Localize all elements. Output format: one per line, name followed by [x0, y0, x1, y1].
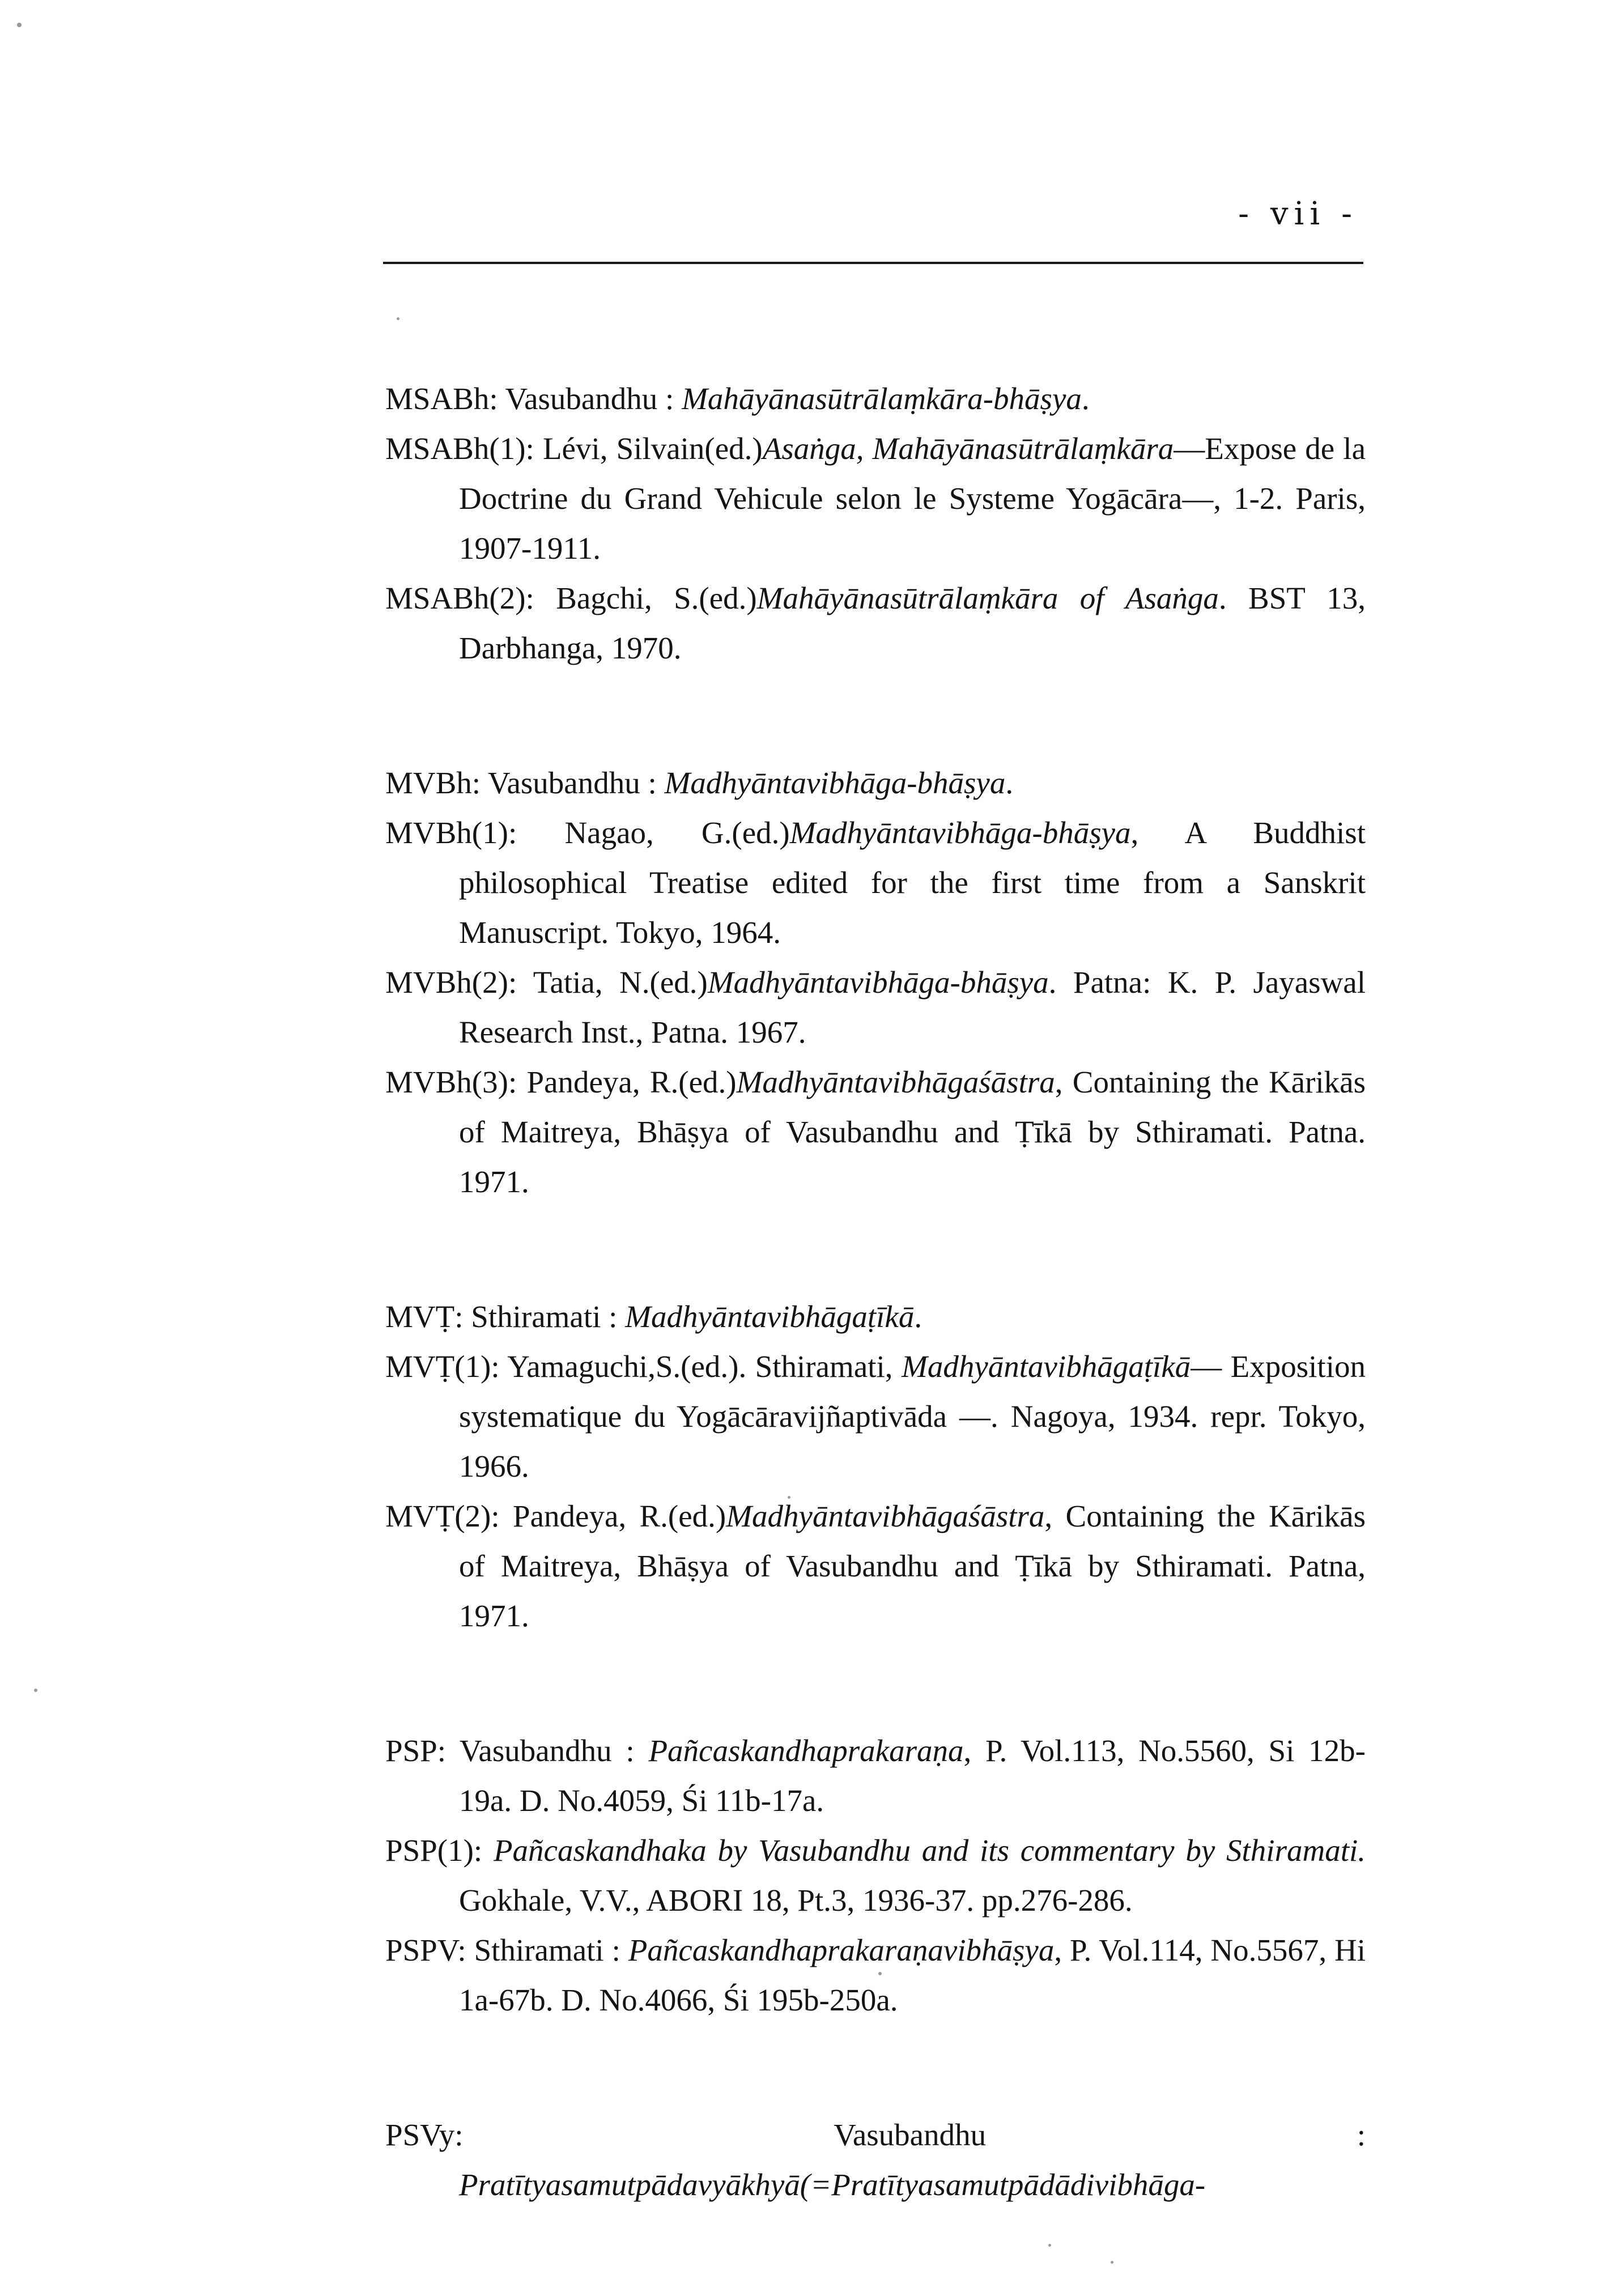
page-number: - vii -: [1238, 195, 1358, 232]
group-msabh: [385, 374, 1366, 673]
entry-text: Sthiramati :: [471, 1299, 626, 1334]
bibliography-entry: [385, 1491, 1366, 1641]
entry-abbreviation: PSVy:: [385, 2118, 464, 2152]
entry-title: Asaṅga, Mahāyānasūtrālaṃkāra: [762, 431, 1174, 466]
entry-details: .: [914, 1299, 922, 1334]
entry-abbreviation: MSABh:: [385, 381, 498, 416]
bibliography-list: [385, 374, 1366, 2295]
entry-abbreviation: MVṬ:: [385, 1299, 464, 1334]
entry-title: Pañcaskandhaprakaraṇavibhāṣya: [628, 1933, 1055, 1967]
entry-text: Pandeya, R.(ed.): [513, 1499, 726, 1533]
bibliography-entry: [385, 808, 1366, 958]
bibliography-entry: [385, 573, 1366, 673]
bibliography-entry: [385, 758, 1366, 808]
entry-details: Gokhale, V.V., ABORI 18, Pt.3, 1936-37. pp.276-286.: [459, 1883, 1133, 1917]
entry-title: Madhyāntavibhāga-bhāṣya: [789, 815, 1131, 850]
entry-title: Pratītyasamutpādavyākhyā(=Pratītyasamutpādādivibhāga-: [459, 2167, 1206, 2202]
entry-text: Lévi, Silvain(ed.): [542, 431, 763, 466]
bibliography-entry: [385, 374, 1366, 424]
entry-details: .: [1005, 766, 1014, 800]
scan-speck: [1111, 2261, 1113, 2264]
entry-details: , P. Vol.114, No.5567, Hi 1a-67b. D. No.4066, Śi 195b-250a.: [459, 1933, 1366, 2017]
group-mvt: [385, 1292, 1366, 1641]
entry-details: —Expose de la Doctrine du Grand Vehicule selon le Systeme Yogācāra—, 1-2. Paris, 1907-1911.: [459, 431, 1366, 566]
entry-title: Pañcaskandhaka by Vasubandhu and its commentary by Sthiramati.: [493, 1833, 1366, 1868]
entry-text: Vasubandhu :: [505, 381, 682, 416]
entry-abbreviation: MVBh:: [385, 766, 481, 800]
entry-text: Vasubandhu :: [834, 2118, 1366, 2152]
entry-abbreviation: MVṬ(1):: [385, 1349, 500, 1384]
entry-text: Vasubandhu :: [487, 766, 665, 800]
entry-details: , A Buddhist philosophical Treatise edited for the first time from a Sanskrit Manuscript. Tokyo, 1964.: [459, 815, 1366, 950]
entry-details: , Containing the Kārikās of Maitreya, Bhāṣya of Vasubandhu and Ṭīkā by Sthiramati. Patna. 1971.: [459, 1065, 1366, 1199]
entry-text: Tatia, N.(ed.): [533, 965, 708, 1000]
entry-title: Madhyāntavibhāgaśāstra: [736, 1065, 1055, 1099]
entry-abbreviation: MVṬ(2):: [385, 1499, 500, 1533]
entry-title: Madhyāntavibhāgaśāstra: [726, 1499, 1045, 1533]
entry-abbreviation: PSP(1):: [385, 1833, 483, 1868]
scan-speck: [17, 23, 22, 27]
bibliography-entry: [385, 1726, 1366, 1826]
entry-text: Sthiramati :: [474, 1933, 628, 1967]
scan-speck: [397, 317, 399, 320]
entry-text: Nagao, G.(ed.): [564, 815, 790, 850]
bibliography-entry: [385, 958, 1366, 1057]
entry-text: Pandeya, R.(ed.): [526, 1065, 737, 1099]
entry-details: .: [1081, 381, 1090, 416]
entry-abbreviation: MSABh(1):: [385, 431, 534, 466]
bibliography-entry: [385, 1342, 1366, 1491]
group-psp: [385, 1726, 1366, 2025]
entry-title: Pañcaskandhaprakaraṇa: [648, 1733, 964, 1768]
bibliography-entry: [385, 2110, 1366, 2210]
entry-title: Mahāyānasūtrālaṃkāra-bhāṣya: [682, 381, 1082, 416]
group-mvbh: [385, 758, 1366, 1207]
bibliography-entry: [385, 1057, 1366, 1207]
header-rule: [383, 262, 1363, 264]
entry-details: . BST 13, Darbhanga, 1970.: [459, 581, 1366, 665]
group-psvy: [385, 2110, 1366, 2210]
entry-abbreviation: PSPV:: [385, 1933, 466, 1967]
entry-title: Madhyāntavibhāga-bhāṣya: [707, 965, 1049, 1000]
entry-title: Madhyāntavibhāgaṭīkā: [625, 1299, 915, 1334]
bibliography-entry: [385, 424, 1366, 573]
entry-details: — Exposition systematique du Yogācāravijñaptivāda —. Nagoya, 1934. repr. Tokyo, 1966.: [459, 1349, 1366, 1483]
bibliography-entry: [385, 1826, 1366, 1925]
entry-abbreviation: MVBh(1):: [385, 815, 517, 850]
entry-text: Vasubandhu :: [459, 1733, 649, 1768]
entry-text: Yamaguchi,S.(ed.). Sthiramati,: [507, 1349, 902, 1384]
entry-abbreviation: MVBh(3):: [385, 1065, 517, 1099]
entry-abbreviation: PSP:: [385, 1733, 447, 1768]
entry-abbreviation: MVBh(2):: [385, 965, 517, 1000]
scan-speck: [788, 1496, 790, 1499]
scan-speck: [878, 1972, 882, 1975]
bibliography-entry: [385, 1925, 1366, 2025]
entry-details: . Patna: K. P. Jayaswal Research Inst., Patna. 1967.: [459, 965, 1366, 1049]
entry-text: Bagchi, S.(ed.): [556, 581, 757, 615]
entry-abbreviation: MSABh(2):: [385, 581, 534, 615]
entry-details: , P. Vol.113, No.5560, Si 12b-19a. D. No.4059, Śi 11b-17a.: [459, 1733, 1366, 1818]
scan-speck: [34, 1689, 37, 1692]
entry-title: Mahāyānasūtrālaṃkāra of Asaṅga: [756, 581, 1219, 615]
entry-details: , Containing the Kārikās of Maitreya, Bhāṣya of Vasubandhu and Ṭīkā by Sthiramati. Patna, 1971.: [459, 1499, 1366, 1633]
scan-speck: [1048, 2244, 1051, 2247]
entry-title: Madhyāntavibhāga-bhāṣya: [664, 766, 1006, 800]
entry-title: Madhyāntavibhāgaṭīkā: [902, 1349, 1191, 1384]
bibliography-entry: [385, 1292, 1366, 1342]
